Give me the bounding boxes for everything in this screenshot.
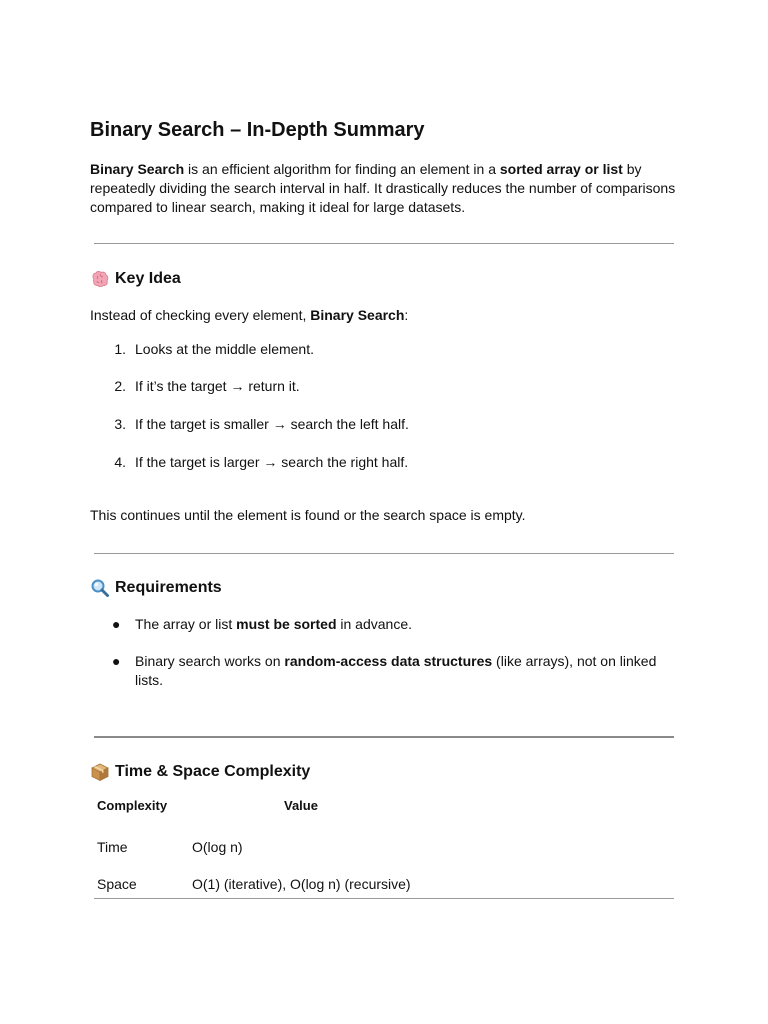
step-number: 3. [114,416,126,432]
requirement-text [135,652,665,690]
requirements-heading [90,577,222,599]
intro-text-1: is an efficient algorithm for finding an element in a [184,161,500,177]
requirement-bold: must be sorted [236,616,337,632]
intro-text-2: by repeatedly dividing the search interval in half. It drastically reduces the number of comparisons compared to linear search, making it ideal for large datasets. [90,161,676,215]
key-idea-lead [90,306,408,325]
package-icon [90,762,110,782]
table-cell: O(log n) [192,838,243,855]
bullet-icon: ● [112,653,121,669]
column-header: Complexity [97,797,168,813]
requirement-pre: Binary search works on [135,653,285,669]
table-cell: Time [97,838,128,855]
table-row [90,815,614,868]
step-text: If it’s the target → return it. [135,378,300,394]
magnifier-icon [90,578,110,598]
key-idea-title: Key Idea [115,270,181,287]
requirements-title: Requirements [115,579,222,596]
complexity-table [90,795,614,900]
step-text: If the target is smaller → search the left half. [135,416,409,432]
complexity-title: Time & Space Complexity [115,763,311,780]
bullet-icon: ● [112,616,121,632]
key-idea-lead-bold: Binary Search [310,307,405,323]
requirement-pre: The array or list [135,616,237,632]
divider [94,736,674,738]
divider [94,898,674,899]
table-cell: Space [97,876,137,892]
key-idea-lead-text: Instead of checking every element, [90,307,311,323]
requirement-post: (like arrays), not on linked lists. [135,653,657,688]
key-idea-heading [90,268,181,290]
requirement-bold: random-access data structures [284,653,493,669]
complexity-heading [90,761,310,783]
step-number: 4. [114,454,126,470]
table-cell: O(1) (iterative), O(log n) (recursive) [192,876,411,892]
divider [94,553,674,554]
column-header: Value [284,797,318,813]
step-text: Looks at the middle element. [135,341,314,357]
table-header-row [90,795,614,815]
intro-emphasis: sorted array or list [499,161,623,177]
requirement-text [135,615,665,634]
page-title: Binary Search – In-Depth Summary [90,119,425,141]
requirement-post: in advance. [336,616,412,632]
step-number: 2. [114,378,126,394]
step-text: If the target is larger → search the right half. [135,454,409,470]
divider [94,243,674,244]
key-idea-lead-end: : [404,307,409,323]
intro-term: Binary Search [90,161,185,177]
intro-paragraph [90,160,678,217]
brain-icon [90,269,110,289]
step-number: 1. [114,341,126,357]
key-idea-closing: This continues until the element is found or the search space is empty. [90,507,526,523]
table-row [90,868,614,900]
